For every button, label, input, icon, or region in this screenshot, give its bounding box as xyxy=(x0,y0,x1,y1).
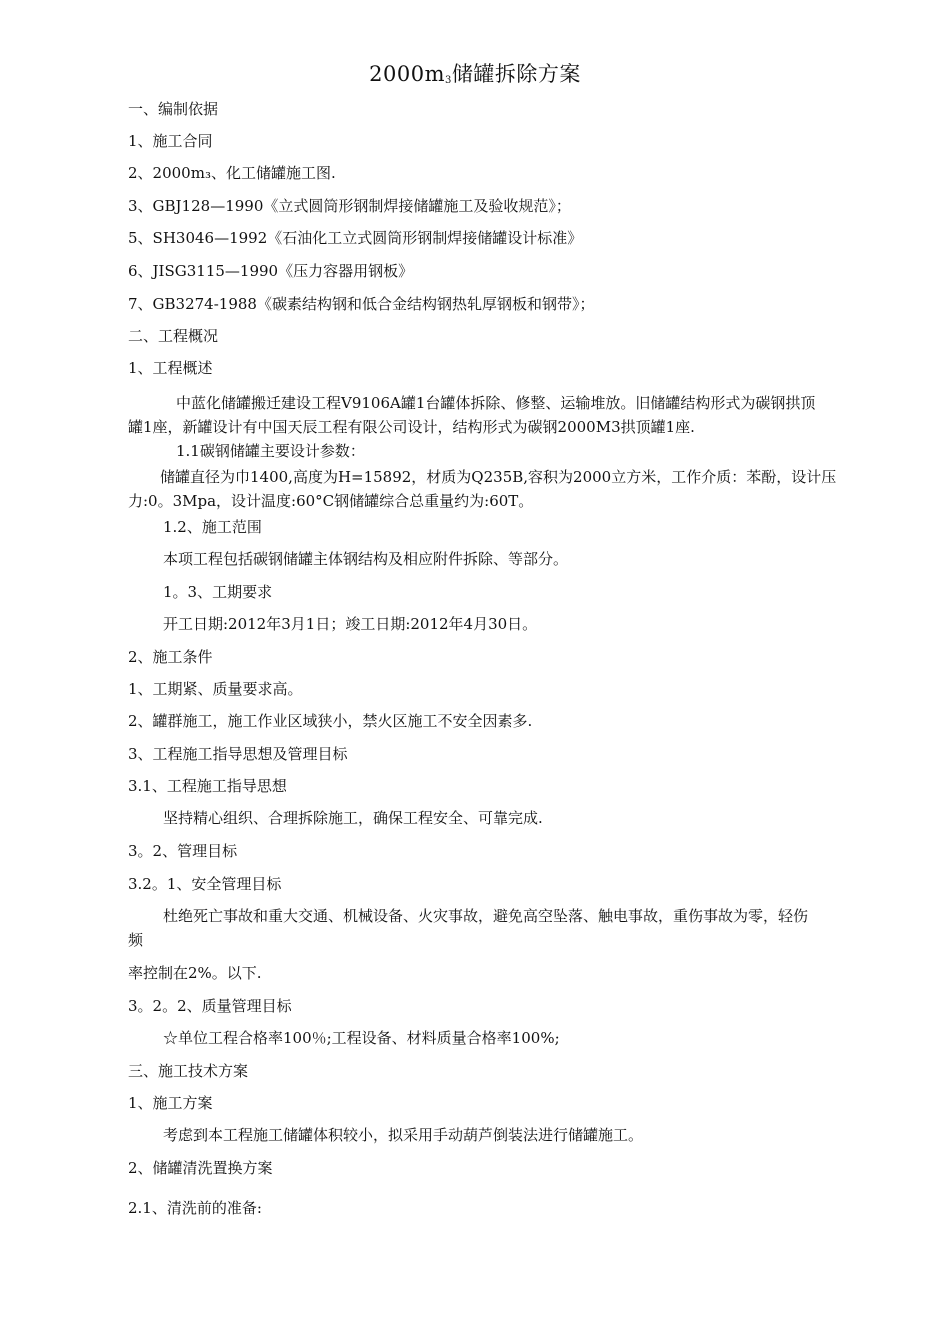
params-para-line2: 力:0。3Mpa，设计温度:60°C钢储罐综合总重量约为:60T。 xyxy=(128,492,534,510)
subheading-scope: 1.2、施工范围 xyxy=(163,518,262,536)
section-heading-overview: 二、工程概况 xyxy=(128,327,219,345)
basis-item-1: 1、施工合同 xyxy=(128,132,213,150)
subheading-overview: 1、工程概述 xyxy=(128,359,213,377)
conditions-heading: 2、施工条件 xyxy=(128,648,213,666)
section-heading-tech: 三、施工技术方案 xyxy=(128,1062,249,1080)
guideline-3-2-2: 3。2。2、质量管理目标 xyxy=(128,997,292,1015)
subheading-schedule: 1。3、工期要求 xyxy=(163,583,273,601)
page-title xyxy=(0,58,950,88)
cleaning-plan-heading: 2、储罐清洗置换方案 xyxy=(128,1159,273,1177)
section-heading-basis: 一、编制依据 xyxy=(128,100,219,118)
schedule-dates: 开工日期:2012年3月1日；竣工日期:2012年4月30日。 xyxy=(163,615,538,633)
condition-2: 2、罐群施工，施工作业区域狭小，禁火区施工不安全因素多. xyxy=(128,712,533,730)
condition-1: 1、工期紧、质量要求高。 xyxy=(128,680,303,698)
params-para-line1: 储罐直径为巾1400,高度为H=15892，材质为Q235B,容积为2000立方米，工作介质：苯酚，设计压 xyxy=(160,468,837,486)
basis-item-3: 3、GBJ128—1990《立式圆筒形钢制焊接储罐施工及验收规范》； xyxy=(128,197,571,215)
cleaning-prep-heading: 2.1、清洗前的准备: xyxy=(128,1199,262,1217)
guideline-heading: 3、工程施工指导思想及管理目标 xyxy=(128,745,348,763)
scope-text: 本项工程包括碳钢储罐主体钢结构及相应附件拆除、等部分。 xyxy=(163,550,569,568)
guideline-3-2-1: 3.2。1、安全管理目标 xyxy=(128,875,282,893)
safety-text-line1: 杜绝死亡事故和重大交通、机械设备、火灾事故，避免高空坠落、触电事故，重伤事故为零，轻伤 xyxy=(163,907,809,925)
basis-item-2: 2、2000m₃、化工储罐施工图. xyxy=(128,164,336,182)
basis-item-7: 7、GB3274-1988《碳素结构钢和低合金结构钢热轧厚钢板和钢带》； xyxy=(128,295,595,313)
guideline-3-1-text: 坚持精心组织、合理拆除施工，确保工程安全、可靠完成. xyxy=(163,809,543,827)
tech-plan-heading: 1、施工方案 xyxy=(128,1094,213,1112)
title-suffix: 储罐拆除方案 xyxy=(451,62,581,86)
title-prefix: 2000m xyxy=(369,62,445,86)
overview-para-line1: 中蓝化储罐搬迁建设工程V9106A罐1台罐体拆除、修整、运输堆放。旧储罐结构形式为碳钢拱顶 xyxy=(176,394,816,412)
overview-para-line2: 罐1座，新罐设计有中国天辰工程有限公司设计，结构形式为碳钢2000M3拱顶罐1座. xyxy=(128,418,695,436)
title-superscript: 3 xyxy=(444,75,452,86)
subheading-design-params: 1.1碳钢储罐主要设计参数： xyxy=(176,442,365,460)
guideline-3-1: 3.1、工程施工指导思想 xyxy=(128,777,287,795)
safety-text-line2: 频 xyxy=(128,931,144,949)
quality-text: ☆单位工程合格率100％;工程设备、材料质量合格率100%; xyxy=(163,1029,560,1047)
tech-plan-text: 考虑到本工程施工储罐体积较小，拟采用手动葫芦倒装法进行储罐施工。 xyxy=(163,1126,644,1144)
basis-item-6: 6、JISG3115—1990《压力容器用钢板》 xyxy=(128,262,414,280)
basis-item-5: 5、SH3046—1992《石油化工立式圆筒形钢制焊接储罐设计标准》 xyxy=(128,229,583,247)
guideline-3-2: 3。2、管理目标 xyxy=(128,842,238,860)
safety-text-line3: 率控制在2%。以下. xyxy=(128,964,262,982)
